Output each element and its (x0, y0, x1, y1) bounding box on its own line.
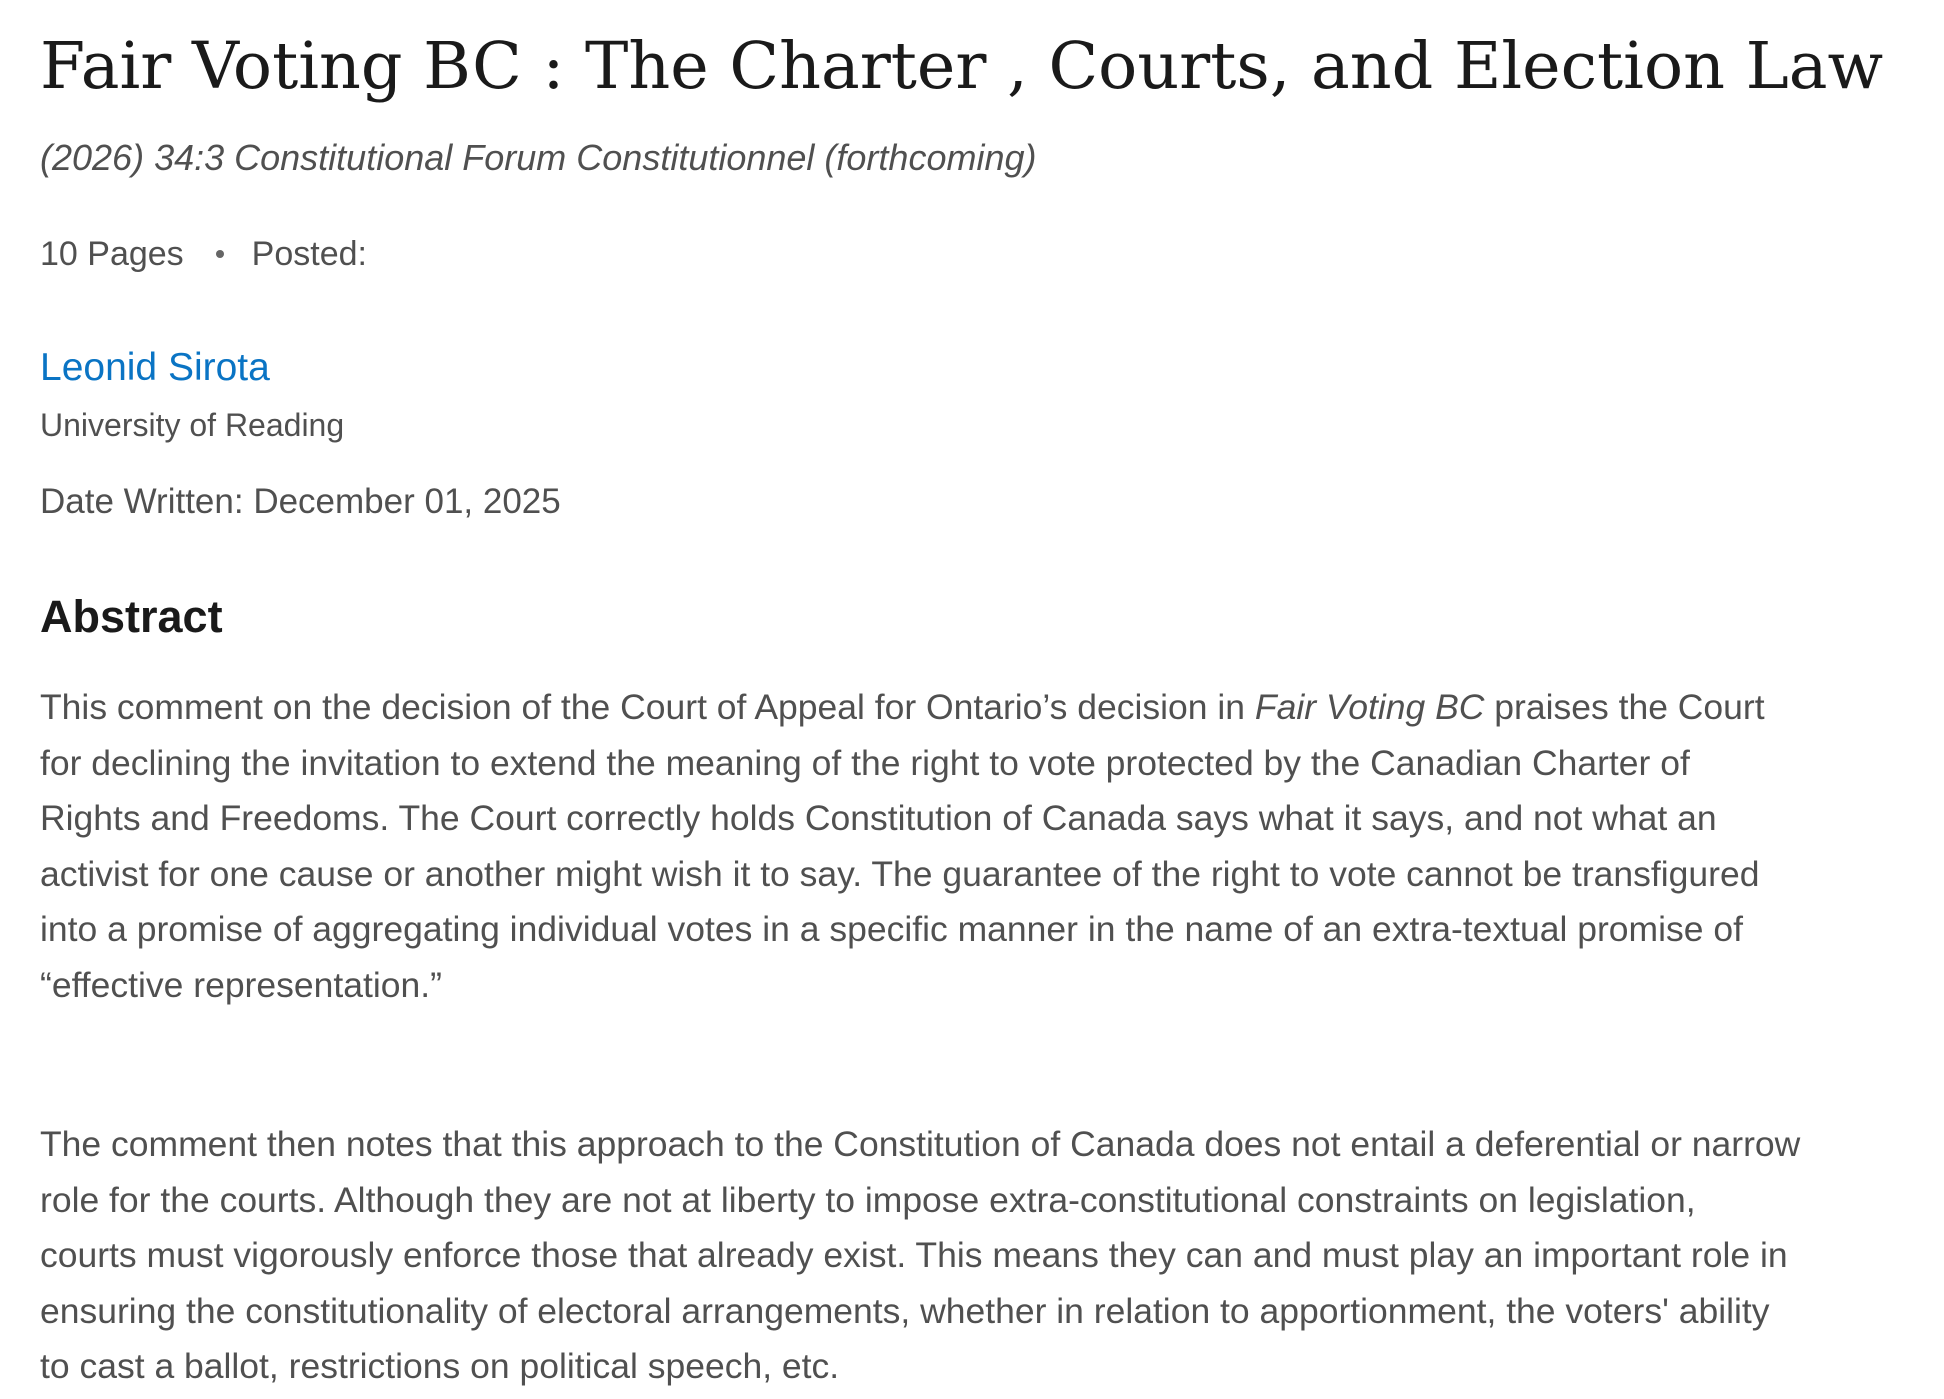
posted-label: Posted: (251, 235, 367, 273)
paper-meta (40, 233, 367, 275)
abstract-paragraph-1 (40, 680, 1920, 1013)
abstract-line (40, 680, 1920, 736)
page-count: 10 Pages (40, 235, 184, 273)
abstract-line: into a promise of aggregating individual votes in a specific manner in the name of an extra-textual promise of (40, 909, 1743, 949)
abstract-line: role for the courts. Although they are not at liberty to impose extra-constitutional constraints on legislation, (40, 1179, 1696, 1220)
abstract-line: activist for one cause or another might wish it to say. The guarantee of the right to vote cannot be transfigured (40, 853, 1760, 894)
abstract-text: This comment on the decision of the Court of Appeal for Ontario’s decision in (40, 687, 1255, 727)
abstract-heading: Abstract (40, 591, 223, 642)
date-written: Date Written: December 01, 2025 (40, 482, 561, 521)
abstract-paragraph-2 (40, 1117, 1920, 1395)
abstract-line: Rights and Freedoms. The Court correctly holds Constitution of Canada says what it says, and not what an (40, 798, 1717, 838)
author-affiliation: University of Reading (40, 407, 345, 443)
abstract-line: ensuring the constitutionality of electoral arrangements, whether in relation to apportionment, the voters' ability (40, 1290, 1770, 1331)
case-name: Fair Voting BC (1254, 687, 1485, 727)
author-link[interactable]: Leonid Sirota (40, 346, 270, 389)
abstract-text: praises the Court (1484, 687, 1765, 727)
abstract-line: The comment then notes that this approach to the Constitution of Canada does not entail a deferential or narrow (40, 1124, 1801, 1164)
separator-dot-icon (216, 250, 224, 258)
abstract-line: “effective representation.” (40, 964, 442, 1005)
paper-title: Fair Voting BC : The Charter , Courts, and Election Law (40, 29, 1884, 104)
abstract-line: for declining the invitation to extend the meaning of the right to vote protected by the Canadian Charter of (40, 742, 1690, 783)
journal-citation: (2026) 34:3 Constitutional Forum Constitutionnel (forthcoming) (40, 137, 1037, 178)
abstract-line: to cast a ballot, restrictions on political speech, etc. (40, 1346, 840, 1386)
abstract-line: courts must vigorously enforce those that already exist. This means they can and must play an important role in (40, 1235, 1788, 1275)
